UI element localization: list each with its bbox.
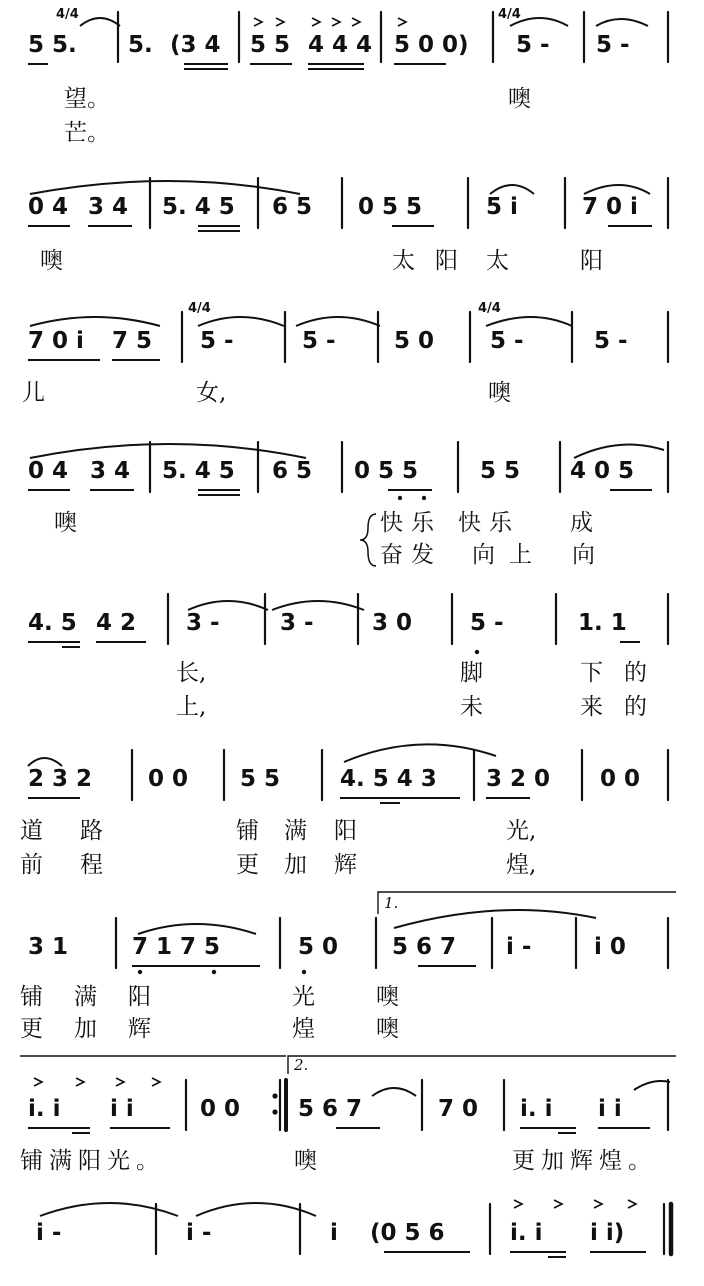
lyric: 来 bbox=[580, 694, 603, 720]
slur bbox=[30, 181, 300, 194]
lyric: 加 bbox=[284, 852, 307, 878]
note-group: 5 i bbox=[486, 194, 518, 220]
lyric: 快乐 bbox=[458, 510, 520, 536]
lyric: 阳 bbox=[580, 248, 603, 274]
lyric: 满 bbox=[284, 818, 307, 844]
lyric: 铺满阳光。 bbox=[20, 1148, 165, 1174]
note-group: 4 4 4 bbox=[308, 32, 373, 58]
note-group: i. i bbox=[520, 1096, 553, 1122]
note-group: (3 4 bbox=[170, 32, 221, 58]
tie bbox=[196, 1203, 316, 1216]
octave-dot bbox=[302, 970, 306, 974]
slur bbox=[490, 185, 534, 194]
note-group: 5. 4 5 bbox=[162, 194, 235, 220]
lyric: 下 bbox=[580, 660, 603, 686]
note-group: (0 5 6 bbox=[370, 1220, 445, 1246]
volta-label: 2. bbox=[294, 1056, 309, 1074]
lyric: 阳 bbox=[334, 818, 357, 844]
note-group: 7 0 bbox=[438, 1096, 479, 1122]
note-group: 5 0 0) bbox=[394, 32, 469, 58]
slur bbox=[30, 444, 306, 458]
lyric: 道 bbox=[20, 818, 43, 844]
lyric: 成 bbox=[570, 510, 593, 536]
note-group: 5 - bbox=[596, 32, 630, 58]
note-group: i - bbox=[186, 1220, 212, 1246]
tie bbox=[510, 18, 568, 26]
accent-mark bbox=[594, 1200, 602, 1208]
note-group: 0 0 bbox=[600, 766, 641, 792]
note-group: 5 - bbox=[594, 328, 628, 354]
time-signature: 4/4 bbox=[478, 301, 501, 316]
lyric: 奋发 bbox=[380, 542, 442, 568]
repeat-dot bbox=[272, 1093, 277, 1098]
lyric: 向 bbox=[572, 542, 595, 568]
accent-mark bbox=[116, 1078, 124, 1086]
note-group: 7 0 i bbox=[28, 328, 84, 354]
accent-mark bbox=[352, 18, 360, 26]
note-group: 5 - bbox=[302, 328, 336, 354]
accent-mark bbox=[34, 1078, 42, 1086]
note-group: i bbox=[330, 1220, 338, 1246]
lyric: 路 bbox=[80, 818, 103, 844]
accent-mark bbox=[276, 18, 284, 26]
note-group: 3 4 bbox=[90, 458, 131, 484]
note-group: 4 2 bbox=[96, 610, 137, 636]
note-group: 5 - bbox=[516, 32, 550, 58]
repeat-dot bbox=[272, 1109, 277, 1114]
lyric: 长, bbox=[176, 660, 207, 686]
volta-label: 1. bbox=[384, 894, 399, 912]
slur bbox=[584, 185, 650, 194]
lyric: 女, bbox=[196, 380, 227, 406]
lyric: 辉 bbox=[128, 1016, 151, 1042]
note-group: 3 - bbox=[280, 610, 314, 636]
lyric: 的 bbox=[624, 694, 647, 720]
note-group: 5 5 bbox=[240, 766, 281, 792]
tie bbox=[486, 317, 572, 326]
lyric: 儿 bbox=[22, 380, 45, 406]
lyric: 更 bbox=[20, 1016, 43, 1042]
lyric: 噢 bbox=[508, 86, 531, 112]
note-group: 6 5 bbox=[272, 194, 313, 220]
note-group: 5 5 bbox=[480, 458, 521, 484]
note-group: 3 - bbox=[186, 610, 220, 636]
lyric: 向上 bbox=[472, 542, 546, 568]
lyric: 前 bbox=[20, 852, 43, 878]
lyric: 煌, bbox=[506, 852, 537, 878]
lyric: 噢 bbox=[376, 984, 399, 1010]
lyric: 满 bbox=[74, 984, 97, 1010]
slur bbox=[28, 758, 62, 766]
slur bbox=[394, 910, 596, 928]
accent-mark bbox=[332, 18, 340, 26]
lyric: 铺 bbox=[236, 818, 259, 844]
lyric: 望。 bbox=[64, 86, 110, 112]
lyric: 光, bbox=[506, 818, 537, 844]
note-group: i - bbox=[506, 934, 532, 960]
slur bbox=[30, 317, 160, 326]
lyric: 更 bbox=[236, 852, 259, 878]
time-signature: 4/4 bbox=[56, 7, 79, 22]
lyric: 芒。 bbox=[64, 120, 110, 146]
accent-mark bbox=[554, 1200, 562, 1208]
lyric: 噢 bbox=[488, 380, 511, 406]
lyric: 铺 bbox=[20, 984, 43, 1010]
note-group: 7 0 i bbox=[582, 194, 638, 220]
lyric: 辉 bbox=[334, 852, 357, 878]
note-group: i i) bbox=[590, 1220, 625, 1246]
note-group: 4 0 5 bbox=[570, 458, 635, 484]
tie bbox=[80, 18, 120, 26]
lyric: 噢 bbox=[54, 510, 77, 536]
accent-mark bbox=[398, 18, 406, 26]
lyric: 噢 bbox=[376, 1016, 399, 1042]
lyric: 噢 bbox=[40, 248, 63, 274]
note-group: 5 - bbox=[200, 328, 234, 354]
note-group: 7 5 bbox=[112, 328, 153, 354]
time-signature: 4/4 bbox=[498, 7, 521, 22]
volta-bracket-2 bbox=[288, 1056, 676, 1074]
tie bbox=[272, 601, 364, 610]
slur bbox=[574, 445, 664, 458]
note-group: 4. 5 4 3 bbox=[340, 766, 437, 792]
lyric: 光 bbox=[292, 984, 315, 1010]
lyric: 煌 bbox=[292, 1016, 315, 1042]
slur bbox=[138, 924, 256, 934]
note-group: 5 - bbox=[490, 328, 524, 354]
note-group: 3 2 0 bbox=[486, 766, 551, 792]
note-group: 2 3 2 bbox=[28, 766, 93, 792]
note-group: 5 0 bbox=[298, 934, 339, 960]
note-group: i i bbox=[598, 1096, 622, 1122]
note-group: 0 5 5 bbox=[358, 194, 423, 220]
accent-mark bbox=[628, 1200, 636, 1208]
note-group: 0 4 bbox=[28, 458, 69, 484]
note-group: 0 5 5 bbox=[354, 458, 419, 484]
lyric: 未 bbox=[460, 694, 483, 720]
note-group: i. i bbox=[28, 1096, 61, 1122]
note-group: 3 1 bbox=[28, 934, 69, 960]
lyric: 更加辉煌。 bbox=[512, 1148, 657, 1174]
tie bbox=[296, 317, 380, 326]
lyric: 阳 bbox=[128, 984, 151, 1010]
accent-mark bbox=[76, 1078, 84, 1086]
lyric: 加 bbox=[74, 1016, 97, 1042]
note-group: i. i bbox=[510, 1220, 543, 1246]
tie bbox=[188, 601, 268, 610]
note-group: i 0 bbox=[594, 934, 626, 960]
octave-dot bbox=[422, 496, 426, 500]
note-group: 4. 5 bbox=[28, 610, 77, 636]
accent-mark bbox=[312, 18, 320, 26]
lyric: 脚 bbox=[460, 660, 483, 686]
accent-mark bbox=[514, 1200, 522, 1208]
note-group: 5 5. bbox=[28, 32, 77, 58]
accent-mark bbox=[254, 18, 262, 26]
time-signature: 4/4 bbox=[188, 301, 211, 316]
verse-bracket bbox=[360, 514, 376, 566]
lyric: 的 bbox=[624, 660, 647, 686]
note-group: 0 0 bbox=[200, 1096, 241, 1122]
lyric: 程 bbox=[80, 852, 103, 878]
tie bbox=[198, 317, 284, 326]
note-group: 5 0 bbox=[394, 328, 435, 354]
octave-dot bbox=[475, 650, 479, 654]
note-group: 5. 4 5 bbox=[162, 458, 235, 484]
note-group: i i bbox=[110, 1096, 134, 1122]
note-group: 7 1 7 5 bbox=[132, 934, 221, 960]
note-group: 0 0 bbox=[148, 766, 189, 792]
note-group: 5 6 7 bbox=[298, 1096, 363, 1122]
octave-dot bbox=[398, 496, 402, 500]
note-group: 5 5 bbox=[250, 32, 291, 58]
note-group: i - bbox=[36, 1220, 62, 1246]
tie bbox=[40, 1203, 178, 1216]
lyric: 太阳 bbox=[392, 248, 478, 274]
lyric: 噢 bbox=[294, 1148, 317, 1174]
note-group: 5. bbox=[128, 32, 153, 58]
lyric: 快乐 bbox=[380, 510, 442, 536]
octave-dot bbox=[212, 970, 216, 974]
tie bbox=[372, 1088, 416, 1096]
note-group: 5 6 7 bbox=[392, 934, 457, 960]
tie bbox=[596, 19, 648, 26]
note-group: 5 - bbox=[470, 610, 504, 636]
octave-dot bbox=[138, 970, 142, 974]
note-group: 6 5 bbox=[272, 458, 313, 484]
note-group: 3 0 bbox=[372, 610, 413, 636]
accent-mark bbox=[152, 1078, 160, 1086]
note-group: 1. 1 bbox=[578, 610, 627, 636]
note-group: 0 4 bbox=[28, 194, 69, 220]
note-group: 3 4 bbox=[88, 194, 129, 220]
lyric: 上, bbox=[176, 694, 207, 720]
lyric: 太 bbox=[486, 248, 509, 274]
slur bbox=[634, 1081, 670, 1090]
